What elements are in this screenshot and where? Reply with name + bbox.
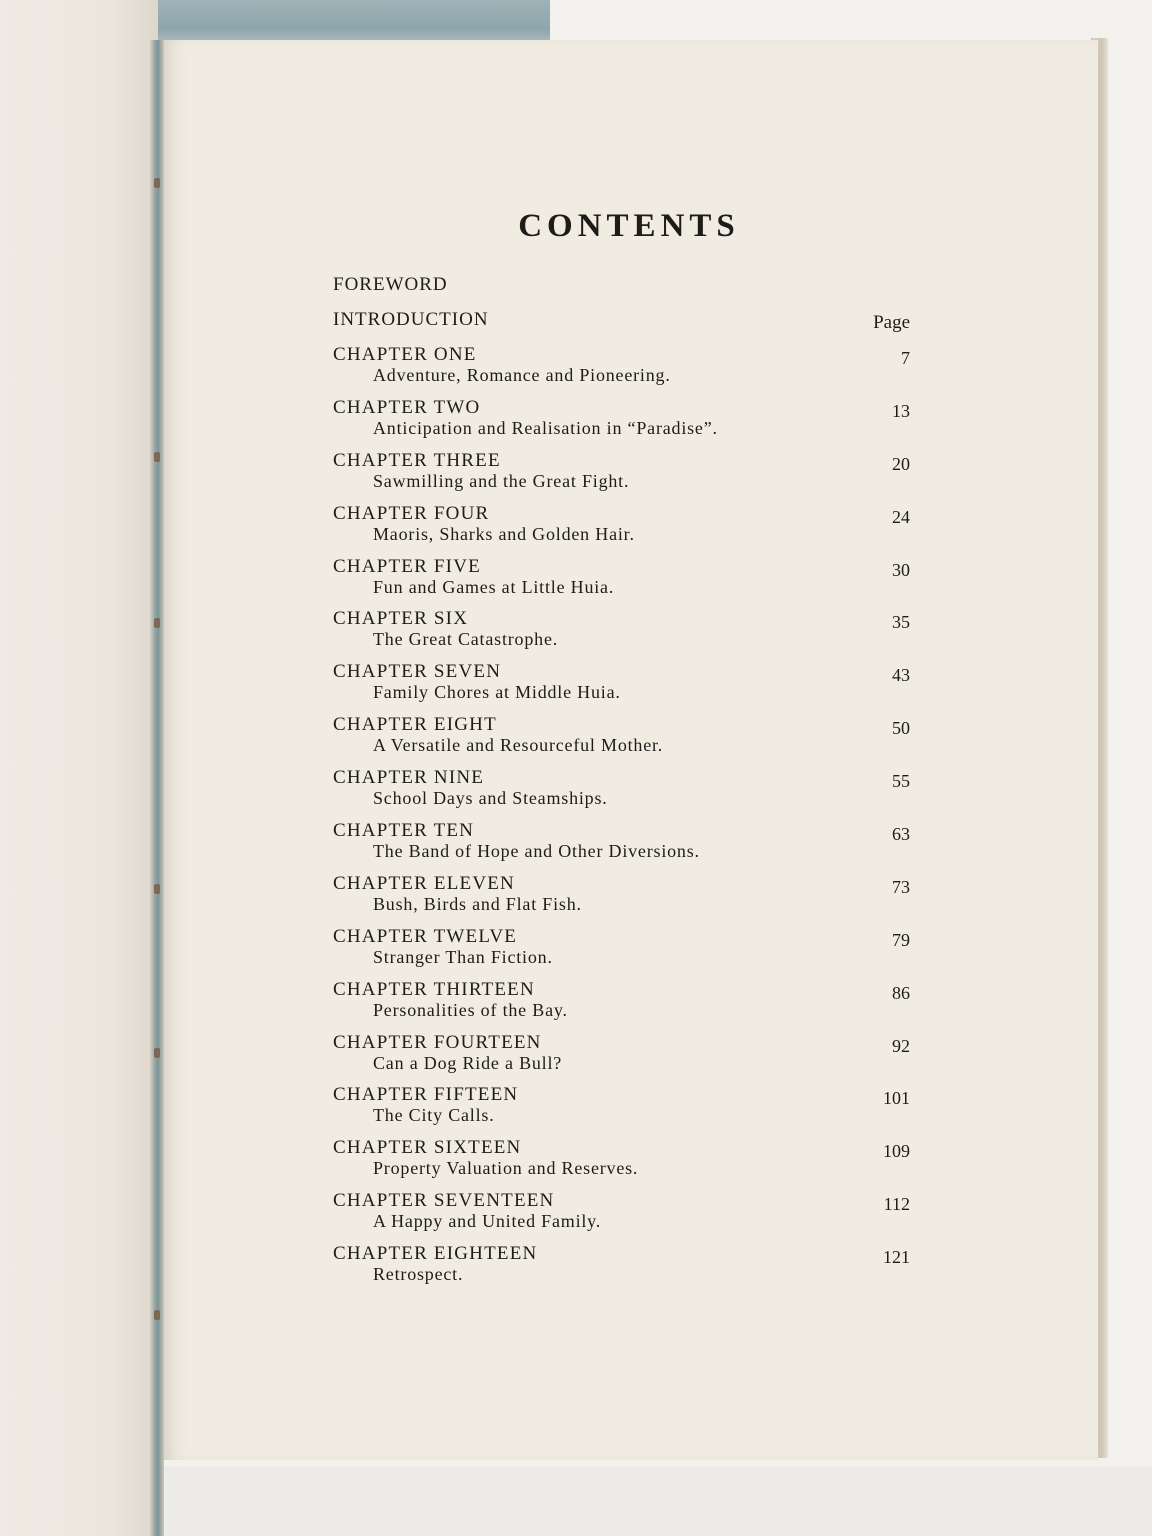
- chapter-subtitle: The Band of Hope and Other Diversions.: [373, 841, 700, 862]
- chapter-heading: CHAPTER FOURTEEN: [333, 1031, 542, 1053]
- page-number: 92: [892, 1035, 910, 1056]
- chapter-heading: CHAPTER SIX: [333, 608, 469, 630]
- left-page: [0, 0, 158, 1536]
- page-number: 30: [892, 559, 910, 580]
- chapter-subtitle: Can a Dog Ride a Bull?: [373, 1052, 563, 1073]
- page-number: 35: [892, 612, 910, 633]
- toc-entry: [160, 767, 1098, 820]
- chapter-subtitle: Personalities of the Bay.: [373, 999, 568, 1020]
- chapter-heading: CHAPTER FOUR: [333, 502, 490, 524]
- page-number: 43: [892, 665, 910, 686]
- page-number: 79: [892, 929, 910, 950]
- page-number: 101: [883, 1088, 910, 1109]
- contents-page: [160, 40, 1098, 1460]
- chapter-subtitle: Property Valuation and Reserves.: [373, 1158, 639, 1179]
- page-number: 109: [883, 1141, 910, 1162]
- page-number: 86: [892, 982, 910, 1003]
- chapter-heading: CHAPTER THIRTEEN: [333, 978, 535, 1000]
- chapter-subtitle: Retrospect.: [373, 1264, 464, 1285]
- page-number: 63: [892, 824, 910, 845]
- chapter-subtitle: Family Chores at Middle Huia.: [373, 682, 621, 703]
- toc-list: [160, 344, 1098, 1296]
- toc-entry: [160, 344, 1098, 397]
- chapter-heading: CHAPTER EIGHT: [333, 714, 497, 736]
- binding-stitch: [154, 452, 160, 462]
- chapter-heading: CHAPTER THREE: [333, 449, 501, 471]
- toc-entry: [160, 873, 1098, 926]
- foreword-label: FOREWORD: [333, 274, 448, 295]
- toc-entry: [160, 450, 1098, 503]
- chapter-heading: CHAPTER TWO: [333, 396, 481, 418]
- page-number: 24: [892, 506, 910, 527]
- toc-entry: [160, 503, 1098, 556]
- page-number: 73: [892, 876, 910, 897]
- page-title: CONTENTS: [518, 208, 740, 244]
- chapter-subtitle: Fun and Games at Little Huia.: [373, 576, 615, 597]
- toc-entry: [160, 979, 1098, 1032]
- chapter-subtitle: The Great Catastrophe.: [373, 629, 559, 650]
- toc-entry: [160, 608, 1098, 661]
- toc-entry: [160, 1190, 1098, 1243]
- chapter-subtitle: A Happy and United Family.: [373, 1211, 602, 1232]
- toc-entry: [160, 397, 1098, 450]
- chapter-heading: CHAPTER FIFTEEN: [333, 1084, 519, 1106]
- chapter-subtitle: A Versatile and Resourceful Mother.: [373, 735, 664, 756]
- page-number: 13: [892, 400, 910, 421]
- chapter-heading: CHAPTER ELEVEN: [333, 872, 515, 894]
- table-surface: [0, 1466, 1152, 1536]
- chapter-subtitle: Sawmilling and the Great Fight.: [373, 470, 630, 491]
- introduction-label: INTRODUCTION: [333, 309, 489, 330]
- toc-entry: [160, 820, 1098, 873]
- page-column-header: Page: [873, 312, 910, 333]
- chapter-heading: CHAPTER SIXTEEN: [333, 1137, 522, 1159]
- toc-entry: [160, 661, 1098, 714]
- binding-stitch: [154, 884, 160, 894]
- chapter-subtitle: Stranger Than Fiction.: [373, 946, 553, 967]
- binding-stitch: [154, 178, 160, 188]
- chapter-heading: CHAPTER NINE: [333, 767, 485, 789]
- chapter-heading: CHAPTER SEVEN: [333, 661, 502, 683]
- toc-entry: [160, 1137, 1098, 1190]
- chapter-subtitle: The City Calls.: [373, 1105, 495, 1126]
- binding-stitch: [154, 618, 160, 628]
- page-number: 112: [883, 1194, 910, 1215]
- page-number: 55: [892, 771, 910, 792]
- toc-entry: [160, 714, 1098, 767]
- toc-entry: [160, 556, 1098, 609]
- chapter-heading: CHAPTER ONE: [333, 344, 477, 365]
- chapter-heading: CHAPTER TWELVE: [333, 925, 518, 947]
- page-number: 121: [883, 1247, 910, 1268]
- chapter-subtitle: Maoris, Sharks and Golden Hair.: [373, 523, 635, 544]
- toc-entry: [160, 1243, 1098, 1296]
- chapter-subtitle: School Days and Steamships.: [373, 788, 608, 809]
- toc-entry: [160, 926, 1098, 979]
- chapter-heading: CHAPTER EIGHTEEN: [333, 1243, 538, 1265]
- toc-entry: [160, 1084, 1098, 1137]
- chapter-subtitle: Adventure, Romance and Pioneering.: [373, 365, 671, 385]
- chapter-subtitle: Bush, Birds and Flat Fish.: [373, 893, 582, 914]
- toc-entry: [160, 1032, 1098, 1085]
- page-number: 7: [901, 348, 910, 368]
- binding-stitch: [154, 1048, 160, 1058]
- binding-stitch: [154, 1310, 160, 1320]
- chapter-heading: CHAPTER SEVENTEEN: [333, 1190, 555, 1212]
- chapter-subtitle: Anticipation and Realisation in “Paradise”.: [373, 417, 718, 438]
- page-number: 50: [892, 718, 910, 739]
- chapter-heading: CHAPTER TEN: [333, 820, 475, 842]
- page-number: 20: [892, 453, 910, 474]
- chapter-heading: CHAPTER FIVE: [333, 555, 481, 577]
